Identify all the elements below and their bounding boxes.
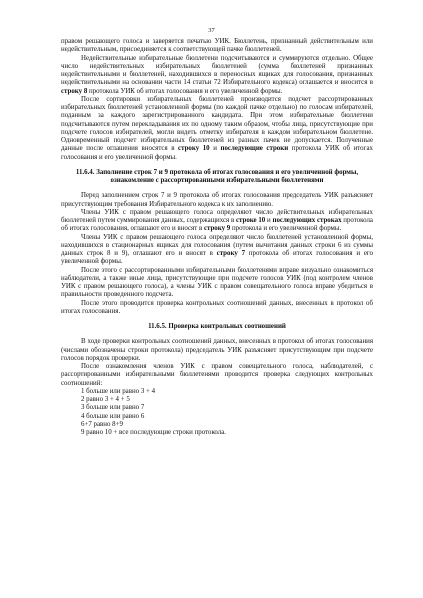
relation-item: 2 равно 3 + 4 + 5	[81, 396, 130, 403]
relations-list	[61, 388, 373, 438]
paragraph-check-relations: После этого проводится проверка контрольных соотношений данных, внесенных в протокол об итогах голосования.	[61, 299, 373, 315]
emph-line-10: строку 10	[178, 145, 210, 153]
paragraph-stationary-boxes: Члены УИК с правом решающего голоса определяют число бюллетеней установленной формы, находившихся в стационарных ящиках для голосования (путем вычитания данных строки 6 из суммы данных строк 8 и 9), оглашают его и вносят в строку 7 протокола об итогах голосования и его увеличенной формы.	[61, 233, 373, 266]
document-body	[61, 38, 373, 437]
relation-item: 1 больше или равно 3 + 4	[81, 387, 156, 395]
paragraph-continuation: правом решающего голоса и заверяется печатью УИК. Бюллетень, признанный действительным или недействительным, присоединяется к соответствующей пачке бюллетеней.	[61, 38, 373, 54]
relation-item: 3 больше или равно 7	[81, 404, 145, 412]
paragraph-observers: После этого с рассортированными избирательными бюллетенями вправе визуально ознакомиться наблюдатели, а также иные лица, присутствующие при подсчете голосов УИК (под контролем членов УИК с правом решающего голоса), а члены УИК с правом совещательного голоса вправе убедиться в правильности проведенного подсчета.	[61, 266, 373, 299]
relation-item: 9 равно 10 + все последующие строки протокола.	[81, 429, 227, 436]
emph-following-lines: последующие строки	[220, 145, 289, 153]
section-heading-11-6-5: 11.6.5. Проверка контрольных соотношений	[148, 323, 286, 330]
emph-line-7: строку 7	[216, 250, 246, 257]
emph-line-9: строку 9	[203, 225, 231, 233]
paragraph-valid-ballots: Члены УИК с правом решающего голоса определяют число действительных избирательных бюллетеней путем суммирования данных, содержащихся в строке 10 и последующих строках протокола об итогах голосования, оглашают его и вносят в строку 9 протокола и его увеличенной формы.	[61, 208, 373, 233]
paragraph-sorting-count: После сортировки избирательных бюллетеней производится подсчет рассортированных избирательных бюллетеней установленной формы (по каждой пачке отдельно) по голосам избирателей, поданным за каждого зарегистрированного кандидата. При этом избирательные бюллетени подсчитываются путем перекладывания их по одному таким образом, чтобы лица, присутствующие при подсчете голосов избирателей, могли видеть отметку избирателя в каждом избирательном бюллетене. Одновременный подсчет избирательных бюллетеней из разных пачек не допускается. Полученные данные после оглашения вносятся в строку 10 и последующие строки протокола УИК об итогах голосования и его увеличенной формы.	[61, 95, 373, 161]
emph-following-lines-b: последующих строках	[272, 217, 342, 224]
paragraph-check-procedure: В ходе проверки контрольных соотношений данных, внесенных в протокол об итогах голосования (числами обозначены строки протокола) председатель УИК разъясняет присутствующим при подсчете голосов порядок проверки.	[61, 338, 373, 362]
section-heading-11-6-4: 11.6.4. Заполнение строк 7 и 9 протокола об итогах голосования и его увеличенной формы, ознакомление с рассортированными избирательными бюллетенями	[75, 168, 359, 184]
page-number: 37	[208, 27, 215, 34]
emph-line-10b: строке 10	[235, 217, 266, 224]
emph-line-8: строку 8	[61, 87, 88, 95]
paragraph-relations-intro: После ознакомления членов УИК с правом совещательного голоса, наблюдателей, с рассортированными избирательными бюллетенями проводится проверка следующих контрольных соотношений:	[61, 363, 373, 387]
paragraph-before-filling: Перед заполнением строк 7 и 9 протокола об итогах голосования председатель УИК разъясняет присутствующим требования Избирательного кодекса к их заполнению.	[61, 192, 373, 208]
paragraph-invalid-ballots: Недействительные избирательные бюллетени подсчитываются и суммируются отдельно. Общее число недействительных избирательных бюллетеней (сумма бюллетеней признанных недействительными и бюллетеней, находившихся в переносных ящиках для голосования, признанных недействительными на основании части 14 статьи 72 Избирательного кодекса) оглашается и вносится в строку 8 протокола УИК об итогах голосования и его увеличенной формы.	[61, 54, 373, 95]
relation-item: 4 больше или равно 6	[81, 412, 145, 420]
relation-item: 6+7 равно 8+9	[81, 420, 123, 428]
